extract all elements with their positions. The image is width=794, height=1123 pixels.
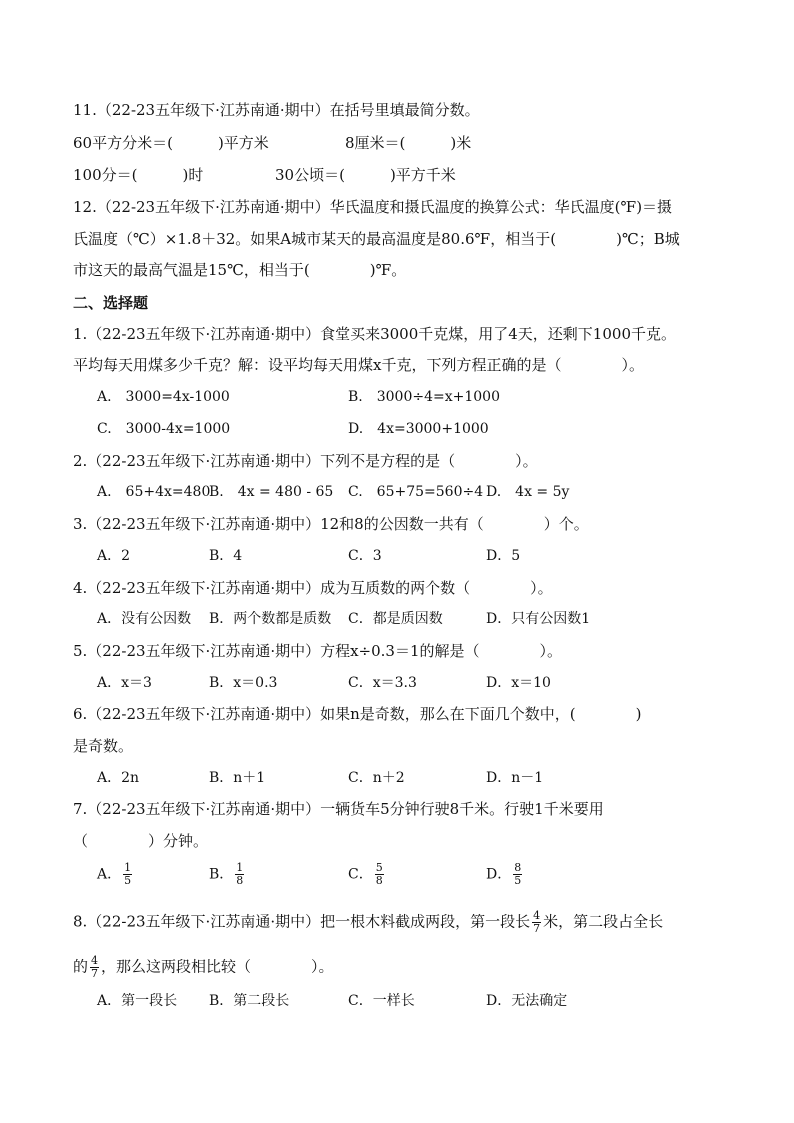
- mc6-option-a[interactable]: A．2n: [97, 770, 140, 786]
- fraction: $\frac{8}{5}$: [514, 861, 522, 887]
- mc6-stem-line-2: 是奇数。: [73, 737, 134, 755]
- mc8-stem-line-1: 8.（22-23五年级下·江苏南通·期中）把一根木料截成两段，第一段长 $\frac{4}{7}$ 米，第二段占全长: [73, 909, 664, 935]
- mc8-option-a[interactable]: A．第一段长: [97, 993, 178, 1009]
- mc6-option-b[interactable]: B．n＋1: [209, 770, 266, 786]
- mc1-option-b[interactable]: B. 3000÷4=x+1000: [348, 389, 500, 405]
- mc3-option-d[interactable]: D．5: [486, 548, 521, 564]
- mc5-option-b[interactable]: B．x＝0.3: [209, 675, 278, 691]
- section-title: 二、选择题: [73, 294, 149, 312]
- mc6-stem-line-1: 6.（22-23五年级下·江苏南通·期中）如果n是奇数，那么在下面几个数中，( ): [73, 705, 642, 723]
- option-label: A．: [97, 866, 122, 883]
- mc7-option-d[interactable]: [486, 862, 524, 887]
- q12-line-2: 氏温度（℃）×1.8＋32。如果A城市某天的最高温度是80.6℉，相当于( )℃；B城: [73, 230, 680, 248]
- fraction: $\frac{1}{5}$: [124, 861, 132, 887]
- fraction: $\frac{1}{8}$: [236, 861, 244, 887]
- mc8-option-c[interactable]: C．一样长: [348, 993, 415, 1009]
- mc4-option-b[interactable]: B．两个数都是质数: [209, 611, 332, 627]
- mc1-stem-line-2: 平均每天用煤多少千克？解：设平均每天用煤x千克，下列方程正确的是（ ）。: [73, 356, 644, 374]
- fraction: $\frac{4}{7}$: [533, 909, 541, 935]
- mc3-option-a[interactable]: A．2: [97, 548, 131, 564]
- q12-line-1: 12.（22-23五年级下·江苏南通·期中）华氏温度和摄氏温度的换算公式：华氏温度(℉)＝摄: [73, 198, 673, 216]
- q11-stem: 11.（22-23五年级下·江苏南通·期中）在括号里填最简分数。: [73, 101, 480, 119]
- mc7-stem-line-2: （ ）分钟。: [73, 832, 209, 850]
- mc8-stem-line-2: 的 $\frac{4}{7}$ ，那么这两段相比较（ ）。: [73, 954, 334, 980]
- option-label: C．: [348, 866, 373, 883]
- mc2-option-d[interactable]: D. 4x = 5y: [486, 484, 570, 500]
- mc2-option-a[interactable]: A. 65+4x=480: [97, 484, 211, 500]
- fraction: $\frac{5}{8}$: [375, 861, 383, 887]
- mc5-option-a[interactable]: A．x＝3: [97, 675, 152, 691]
- mc1-option-d[interactable]: D. 4x=3000+1000: [348, 421, 489, 437]
- fraction: $\frac{4}{7}$: [91, 954, 99, 980]
- mc7-option-b[interactable]: [209, 862, 246, 887]
- mc4-option-c[interactable]: C．都是质因数: [348, 611, 443, 627]
- q11-item-2: 8厘米＝( )米: [345, 134, 472, 152]
- mc7-option-c[interactable]: [348, 862, 386, 887]
- mc3-stem: 3.（22-23五年级下·江苏南通·期中）12和8的公因数一共有（ ）个。: [73, 515, 589, 533]
- mc1-stem-line-1: 1.（22-23五年级下·江苏南通·期中）食堂买来3000千克煤，用了4天，还剩下1000千克。: [73, 325, 676, 343]
- option-label: D．: [486, 866, 512, 883]
- mc5-stem: 5.（22-23五年级下·江苏南通·期中）方程x÷0.3＝1的解是（ ）。: [73, 642, 563, 660]
- q12-line-3: 市这天的最高气温是15℃，相当于( )℉。: [73, 261, 407, 279]
- mc2-option-c[interactable]: C. 65+75=560÷4: [348, 484, 484, 500]
- mc2-stem: 2.（22-23五年级下·江苏南通·期中）下列不是方程的是（ ）。: [73, 452, 538, 470]
- mc6-option-c[interactable]: C．n＋2: [348, 770, 405, 786]
- mc7-option-a[interactable]: [97, 862, 134, 887]
- mc8-option-d[interactable]: D．无法确定: [486, 993, 568, 1009]
- mc1-option-a[interactable]: A. 3000=4x-1000: [97, 389, 230, 405]
- mc8-option-b[interactable]: B．第二段长: [209, 993, 290, 1009]
- mc5-option-c[interactable]: C．x＝3.3: [348, 675, 417, 691]
- q11-item-4: 30公顷＝( )平方千米: [275, 166, 456, 184]
- mc6-option-d[interactable]: D．n－1: [486, 770, 544, 786]
- mc3-option-c[interactable]: C．3: [348, 548, 382, 564]
- mc5-option-d[interactable]: D．x＝10: [486, 675, 551, 691]
- option-label: B．: [209, 866, 234, 883]
- mc1-option-c[interactable]: C. 3000-4x=1000: [97, 421, 231, 437]
- mc2-option-b[interactable]: B. 4x = 480 - 65: [209, 484, 334, 500]
- mc4-option-d[interactable]: D．只有公因数1: [486, 611, 591, 627]
- q11-item-1: 60平方分米＝( )平方米: [73, 134, 269, 152]
- mc3-option-b[interactable]: B．4: [209, 548, 243, 564]
- mc4-stem: 4.（22-23五年级下·江苏南通·期中）成为互质数的两个数（ ）。: [73, 579, 553, 597]
- mc4-option-a[interactable]: A．没有公因数: [97, 611, 192, 627]
- mc7-stem-line-1: 7.（22-23五年级下·江苏南通·期中）一辆货车5分钟行驶8千米。行驶1千米要用: [73, 800, 604, 818]
- q11-item-3: 100分＝( )时: [73, 166, 204, 184]
